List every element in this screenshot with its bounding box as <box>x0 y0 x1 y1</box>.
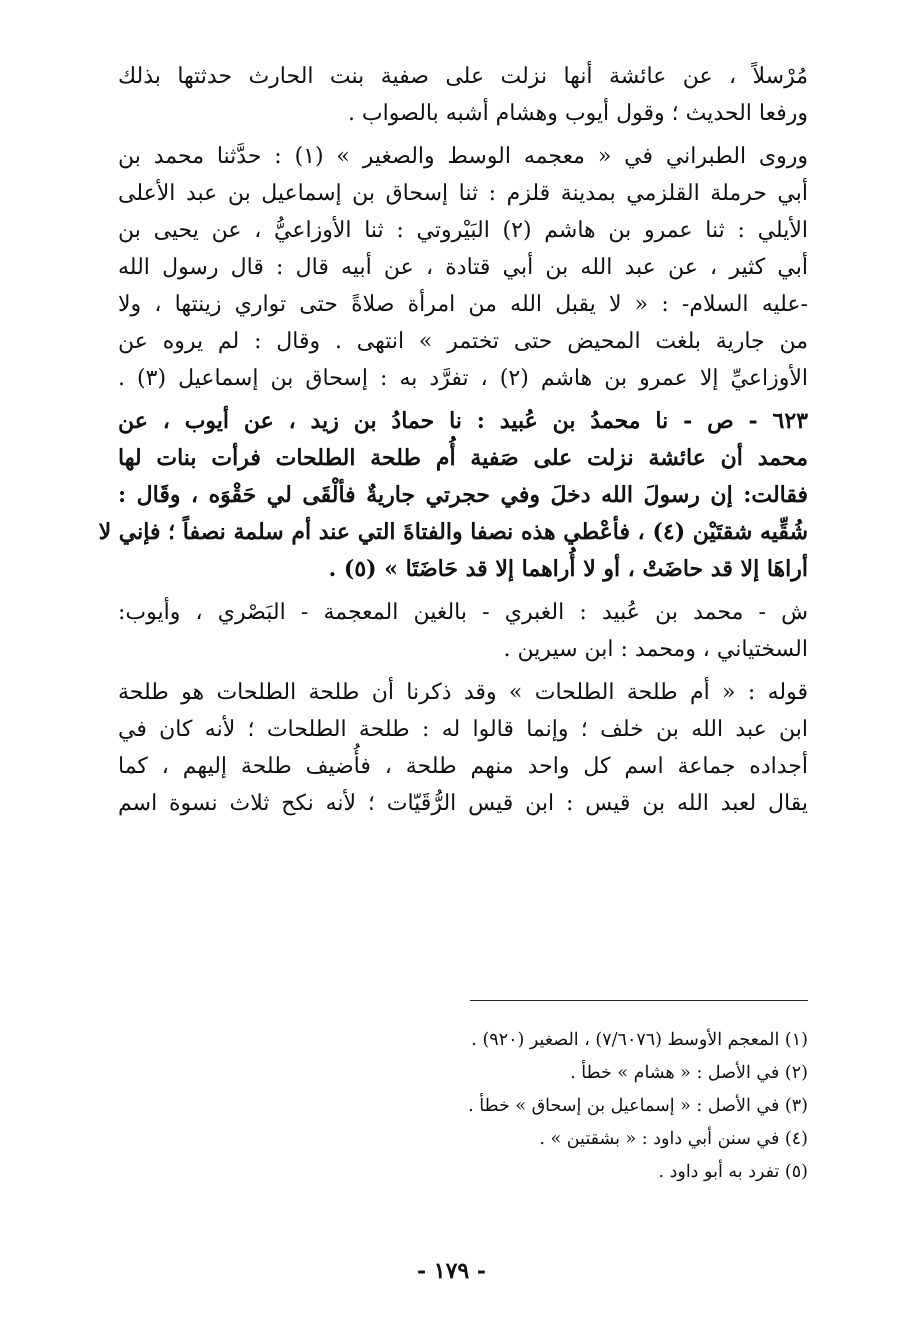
text-line: شُقِّيه شقتَيْن (٤) ، فأعْطي هذه نصفا والفتاةَ التي عند أم سلمة نصفاً ؛ فإني لا <box>98 519 808 545</box>
main-text <box>98 58 809 828</box>
text-line: يقال لعبد الله بن قيس : ابن قيس الرُّقَيّات ؛ لأنه نكح ثلاث نسوة اسم <box>118 791 808 816</box>
text-line: أبي كثير ، عن عبد الله بن أبي قتادة ، عن أبيه قال : قال رسول الله <box>118 255 808 280</box>
footnotes <box>118 1024 808 1189</box>
paragraph-1 <box>118 58 808 132</box>
text-line: ٦٢٣ - ص - نا محمدُ بن عُبيد : نا حمادُ بن زيد ، عن أيوب ، عن <box>118 408 808 434</box>
text-line: أبي حرملة القلزمي بمدينة قلزم : ثنا إسحاق بن إسماعيل بن عبد الأعلى <box>118 181 808 206</box>
text-line: فقالت: إن رسولَ الله دخلَ وفي حجرتي جاريةٌ فألْقَى لي حَقْوَه ، وقَال : <box>118 482 808 508</box>
text-line: أراهَا إلا قد حاضَتْ ، أو لا أُراهما إلا قد حَاضَتَا » (٥) . <box>328 556 808 582</box>
footnote-4: (٤) في سنن أبي داود : « بشقتين » . <box>539 1129 808 1149</box>
footnote-divider <box>470 1000 808 1001</box>
paragraph-5 <box>118 674 808 822</box>
footnote-3: (٣) في الأصل : « إسماعيل بن إسحاق » خطأ . <box>468 1096 808 1116</box>
text-line: مُرْسلاً ، عن عائشة أنها نزلت على صفية بنت الحارث حدثتها بذلك <box>118 64 808 89</box>
paragraph-2 <box>118 138 808 397</box>
text-line: ابن عبد الله بن خلف ؛ وإنما قالوا له : طلحة الطلحات ؛ لأنه كان في <box>118 717 808 742</box>
text-line: أجداده جماعة اسم كل واحد منهم طلحة ، فأُضيف طلحة إليهم ، كما <box>118 754 808 779</box>
footnote-5: (٥) تفرد به أبو داود . <box>658 1162 808 1182</box>
text-line: من جارية بلغت المحيض حتى تختمر » انتهى . وقال : لم يروه عن <box>118 329 808 354</box>
text-line: الأيلي : ثنا عمرو بن هاشم (٢) البَيْروتي : ثنا الأوزاعيُّ ، عن يحيى بن <box>118 218 808 243</box>
text-line: الأوزاعيِّ إلا عمرو بن هاشم (٢) ، تفرَّد به : إسحاق بن إسماعيل (٣) . <box>118 366 808 391</box>
paragraph-4 <box>118 594 808 668</box>
text-line: ورفعا الحديث ؛ وقول أيوب وهشام أشبه بالصواب . <box>347 101 808 126</box>
text-line: السختياني ، ومحمد : ابن سيرين . <box>503 637 808 662</box>
text-line: قوله : « أم طلحة الطلحات » وقد ذكرنا أن طلحة الطلحات هو طلحة <box>118 680 808 705</box>
footnote-1: (١) المعجم الأوسط (٧/٦٠٧٦) ، الصغير (٩٢٠) . <box>471 1030 808 1050</box>
text-line: -عليه السلام- : « لا يقبل الله من امرأة صلاةً حتى تواري زينتها ، ولا <box>118 292 808 317</box>
footnote-2: (٢) في الأصل : « هشام » خطأ . <box>570 1063 808 1083</box>
hadith-paragraph <box>98 403 809 588</box>
text-line: ش - محمد بن عُبيد : الغبري - بالغين المعجمة - البَصْري ، وأيوب: <box>118 600 808 625</box>
text-line: محمد أن عائشة نزلت على صَفية أُم طلحة الطلحات فرأت بنات لها <box>118 445 809 471</box>
text-line: وروى الطبراني في « معجمه الوسط والصغير » (١) : حدَّثنا محمد بن <box>118 144 809 169</box>
page-number: - ١٧٩ - <box>416 1258 487 1284</box>
